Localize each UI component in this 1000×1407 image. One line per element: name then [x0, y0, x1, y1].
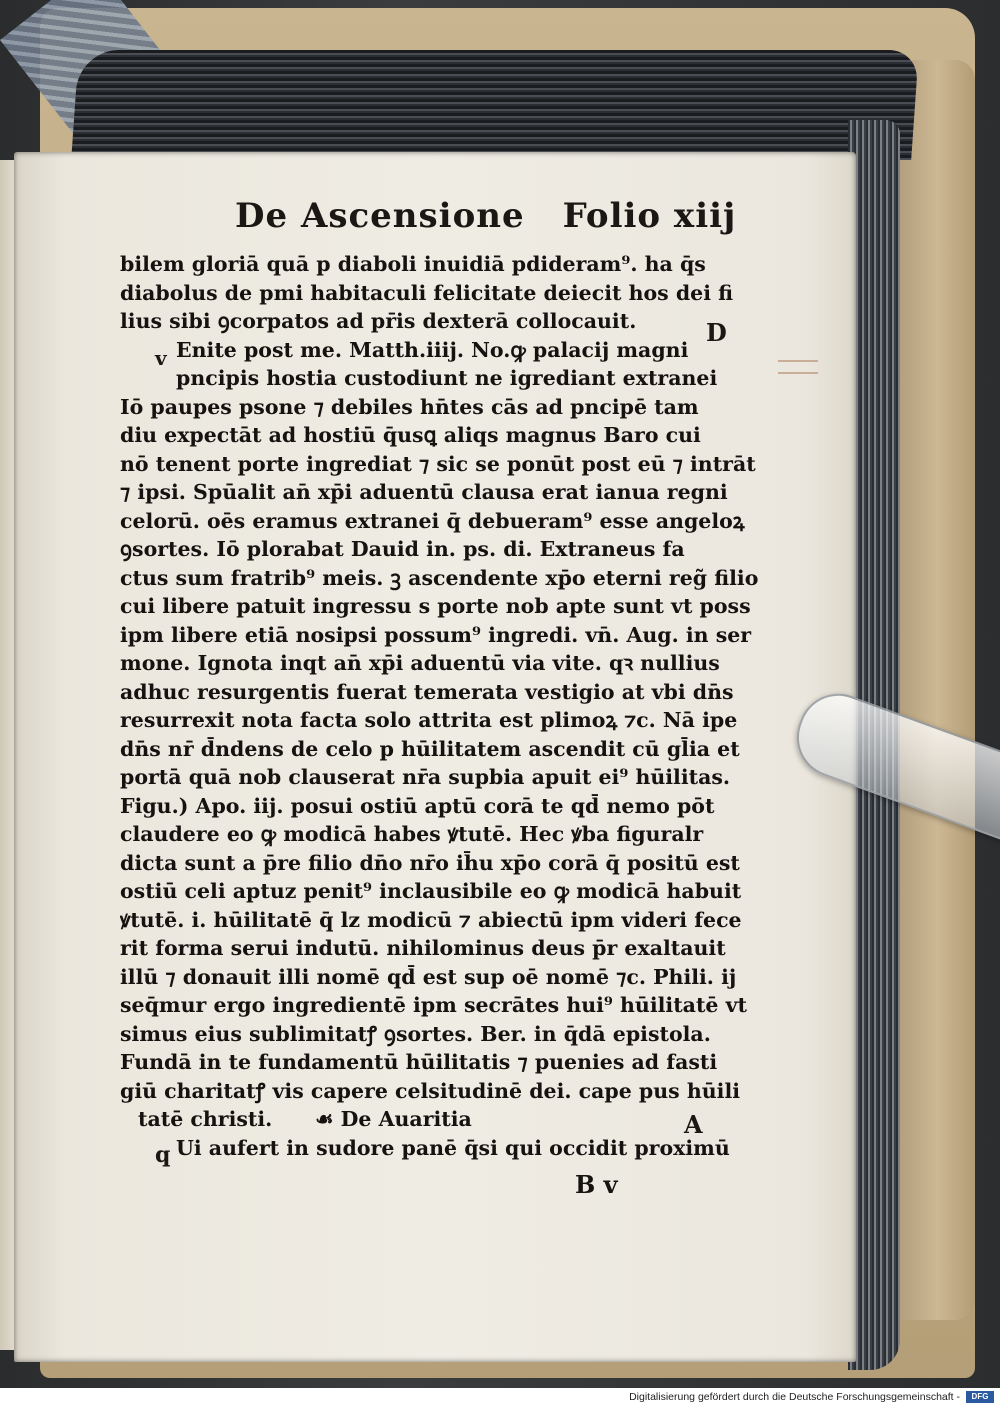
text-line: ipm libere etiā nosipsi possum⁹ ingredi. vn̄. Aug. in ser — [120, 622, 752, 647]
text-line: ꝟtutē. i. hūilitatē q̄ lz modicū ⁊ abiectū ipm videri fece — [120, 907, 742, 932]
text-line: celorū. oēs eramus extranei q̄ debueram⁹ esse angeloꝝ — [120, 508, 745, 533]
text-line: dicta sunt a p̄re filio dn̄o nr̄o ih̄u xp̄o corā q̄ positū est — [120, 850, 740, 875]
ink-mark — [778, 360, 818, 374]
running-head-folio: Folio xiij — [562, 196, 737, 236]
text-line: rit forma serui indutū. nihilominus deus p̄r exaltauit — [120, 936, 726, 960]
text-line: diabolus de pmi habitaculi felicitate deiecit hos dei fi — [120, 280, 734, 305]
footer-bar — [0, 1388, 1000, 1407]
page-stack-top — [71, 50, 919, 160]
text-line: claudere eo ꝙ modicā habes ꝟtutē. Hec ꝟba figuralr — [120, 822, 704, 846]
dfg-logo-icon[interactable]: DFG — [966, 1391, 994, 1403]
text-line: giū charitatꝭ vis capere celsitudinē dei. cape pus hūili — [120, 1078, 741, 1103]
text-line: mone. Ignota inqt an̄ xp̄i aduentū via vite. qꝛ nullius — [120, 651, 720, 675]
running-head — [235, 196, 774, 236]
text-line: dn̄s nr̄ d̄ndens de celo p hūilitatem ascendit cū gl̄ia et — [120, 736, 740, 761]
body-text — [120, 250, 770, 1162]
text-line: ⁊ ipsi. Spūalit an̄ xp̄i aduentū clausa erat ianua regni — [120, 480, 728, 504]
text-line: diu expectāt ad hostiū q̄usꝗ aliqs magnus Baro cui — [120, 423, 701, 447]
text-line: simus eius sublimitatꝭ ꝯsortes. Ber. in q̄dā epistola. — [120, 1021, 711, 1046]
text-line: cui libere patuit ingressu s porte nob apte sunt vt poss — [120, 594, 751, 618]
text-line: resurrexit nota facta solo attrita est plimoꝝ ⁊c. Nā ipe — [120, 708, 738, 732]
text-line: Iō paupes psone ⁊ debiles hn̄tes cās ad pncipē tam — [120, 394, 699, 419]
signature-mark: B v — [575, 1170, 618, 1199]
text-line: Enite post me. Matth.iiij. No.ꝙ palacij magni — [176, 337, 689, 362]
marginal-q: q — [155, 1142, 171, 1168]
running-head-title: De Ascensione — [235, 196, 525, 236]
text-line: illū ⁊ donauit illi nomē qd̄ est sup oē nomē ⁊c. Phili. ij — [120, 964, 737, 989]
text-line-end: tatē christi. — [138, 1107, 273, 1131]
rubric-heading: ☙ De Auaritia — [315, 1107, 472, 1131]
text-line: adhuc resurgentis fuerat temerata vestigio at vbi dn̄s — [120, 679, 734, 704]
text-line: pncipis hostia custodiunt ne igrediant extranei — [176, 366, 718, 390]
text-line: bilem gloriā quā p diaboli inuidiā pdideram⁹. ha q̄s — [120, 252, 706, 276]
text-line: Figu.) Apo. iij. posui ostiū aptū corā te qd̄ nemo pōt — [120, 793, 715, 818]
text-line: portā quā nob clauserat nr̄a supbia apuit ei⁹ hūilitas. — [120, 765, 731, 789]
text-line — [120, 1105, 770, 1134]
text-line: ostiū celi aptuz penit⁹ inclausibile eo ꝙ modicā habuit — [120, 879, 742, 903]
text-line: nō tenent porte ingrediat ⁊ sic se ponūt post eū ⁊ intrāt — [120, 451, 756, 476]
text-line: Ui aufert in sudore panē q̄si qui occidit proximū — [176, 1135, 730, 1160]
text-line: ꝯsortes. Iō plorabat Dauid in. ps. di. Extraneus fa — [120, 537, 685, 561]
marginal-v: v — [155, 346, 167, 370]
text-line: seq̄mur ergo ingredientē ipm secrātes hui⁹ hūilitatē vt — [120, 993, 747, 1017]
marginal-section-D: D — [706, 318, 727, 347]
footer-credit: Digitalisierung gefördert durch die Deutsche Forschungsgemeinschaft - — [629, 1391, 960, 1403]
marginal-section-A: A — [684, 1110, 703, 1139]
text-line: ctus sum fratrib⁹ meis. ꝫ ascendente xp̄o eterni reg̃ filio — [120, 565, 759, 590]
text-line: Fundā in te fundamentū hūilitatis ⁊ puenies ad fasti — [120, 1050, 718, 1074]
text-line: lius sibi ꝯcorpatos ad pr̄is dexterā collocauit. — [120, 309, 637, 333]
